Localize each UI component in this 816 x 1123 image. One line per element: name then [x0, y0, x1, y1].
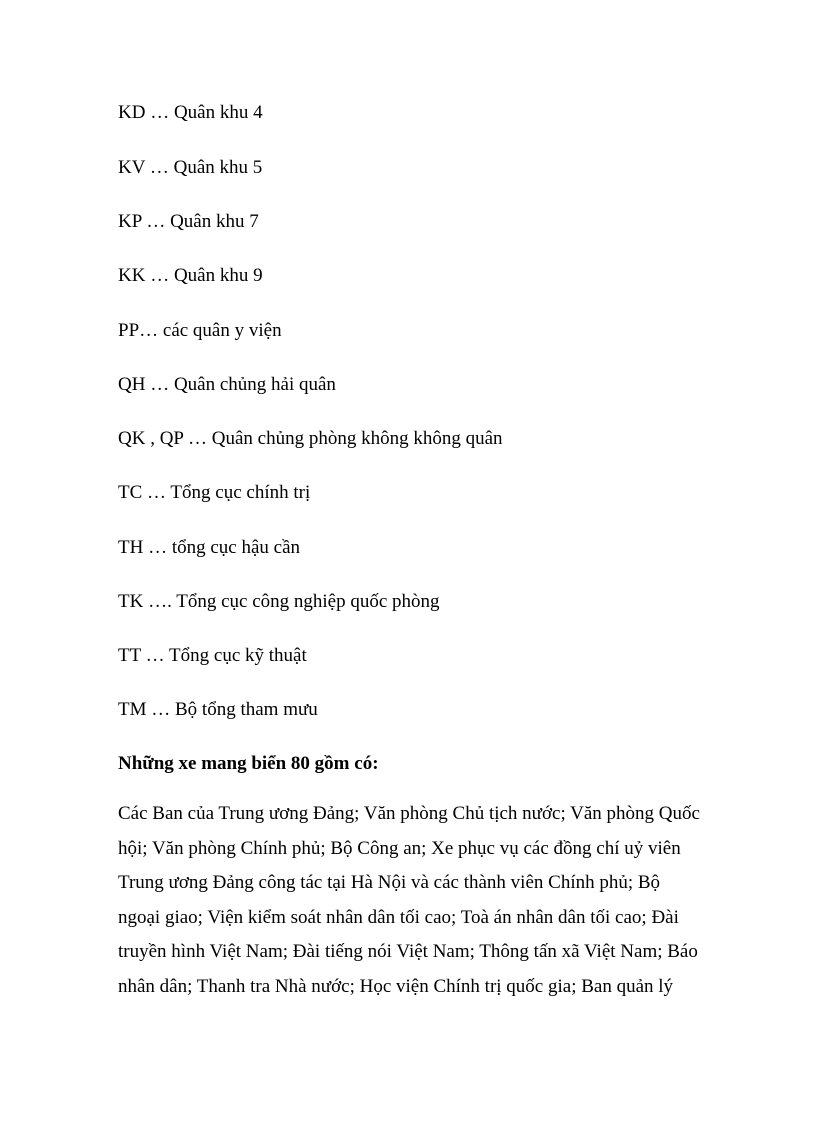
paragraph-line: Các Ban của Trung ương Đảng; Văn phòng Chủ tịch nước; Văn phòng Quốc [118, 803, 700, 824]
paragraph-line: Trung ương Đảng công tác tại Hà Nội và các thành viên Chính phủ; Bộ [118, 872, 661, 893]
section-heading: Những xe mang biển 80 gồm có: [118, 753, 379, 774]
code-line-kk: KK … Quân khu 9 [118, 265, 263, 286]
paragraph-line: ngoại giao; Viện kiểm soát nhân dân tối cao; Toà án nhân dân tối cao; Đài [118, 906, 679, 928]
code-line-th: TH … tổng cục hậu cần [118, 537, 301, 558]
paragraph-line: nhân dân; Thanh tra Nhà nước; Học viện Chính trị quốc gia; Ban quản lý [118, 975, 674, 997]
code-line-kd: KD … Quân khu 4 [118, 102, 263, 123]
code-line-tm: TM … Bộ tổng tham mưu [118, 699, 318, 720]
code-line-tc: TC … Tổng cục chính trị [118, 482, 311, 503]
code-line-kv: KV … Quân khu 5 [118, 157, 263, 178]
body-paragraph [118, 803, 708, 1010]
code-line-tt: TT … Tổng cục kỹ thuật [118, 645, 307, 666]
code-line-kp: KP … Quân khu 7 [118, 211, 259, 232]
code-line-pp: PP… các quân y viện [118, 320, 282, 341]
code-line-qk-qp: QK , QP … Quân chủng phòng không không quân [118, 428, 503, 449]
paragraph-line: hội; Văn phòng Chính phủ; Bộ Công an; Xe phục vụ các đồng chí uỷ viên [118, 837, 681, 859]
code-line-tk: TK …. Tổng cục công nghiệp quốc phòng [118, 591, 440, 612]
code-line-qh: QH … Quân chủng hải quân [118, 374, 336, 395]
paragraph-line: truyền hình Việt Nam; Đài tiếng nói Việt Nam; Thông tấn xã Việt Nam; Báo [118, 941, 698, 962]
